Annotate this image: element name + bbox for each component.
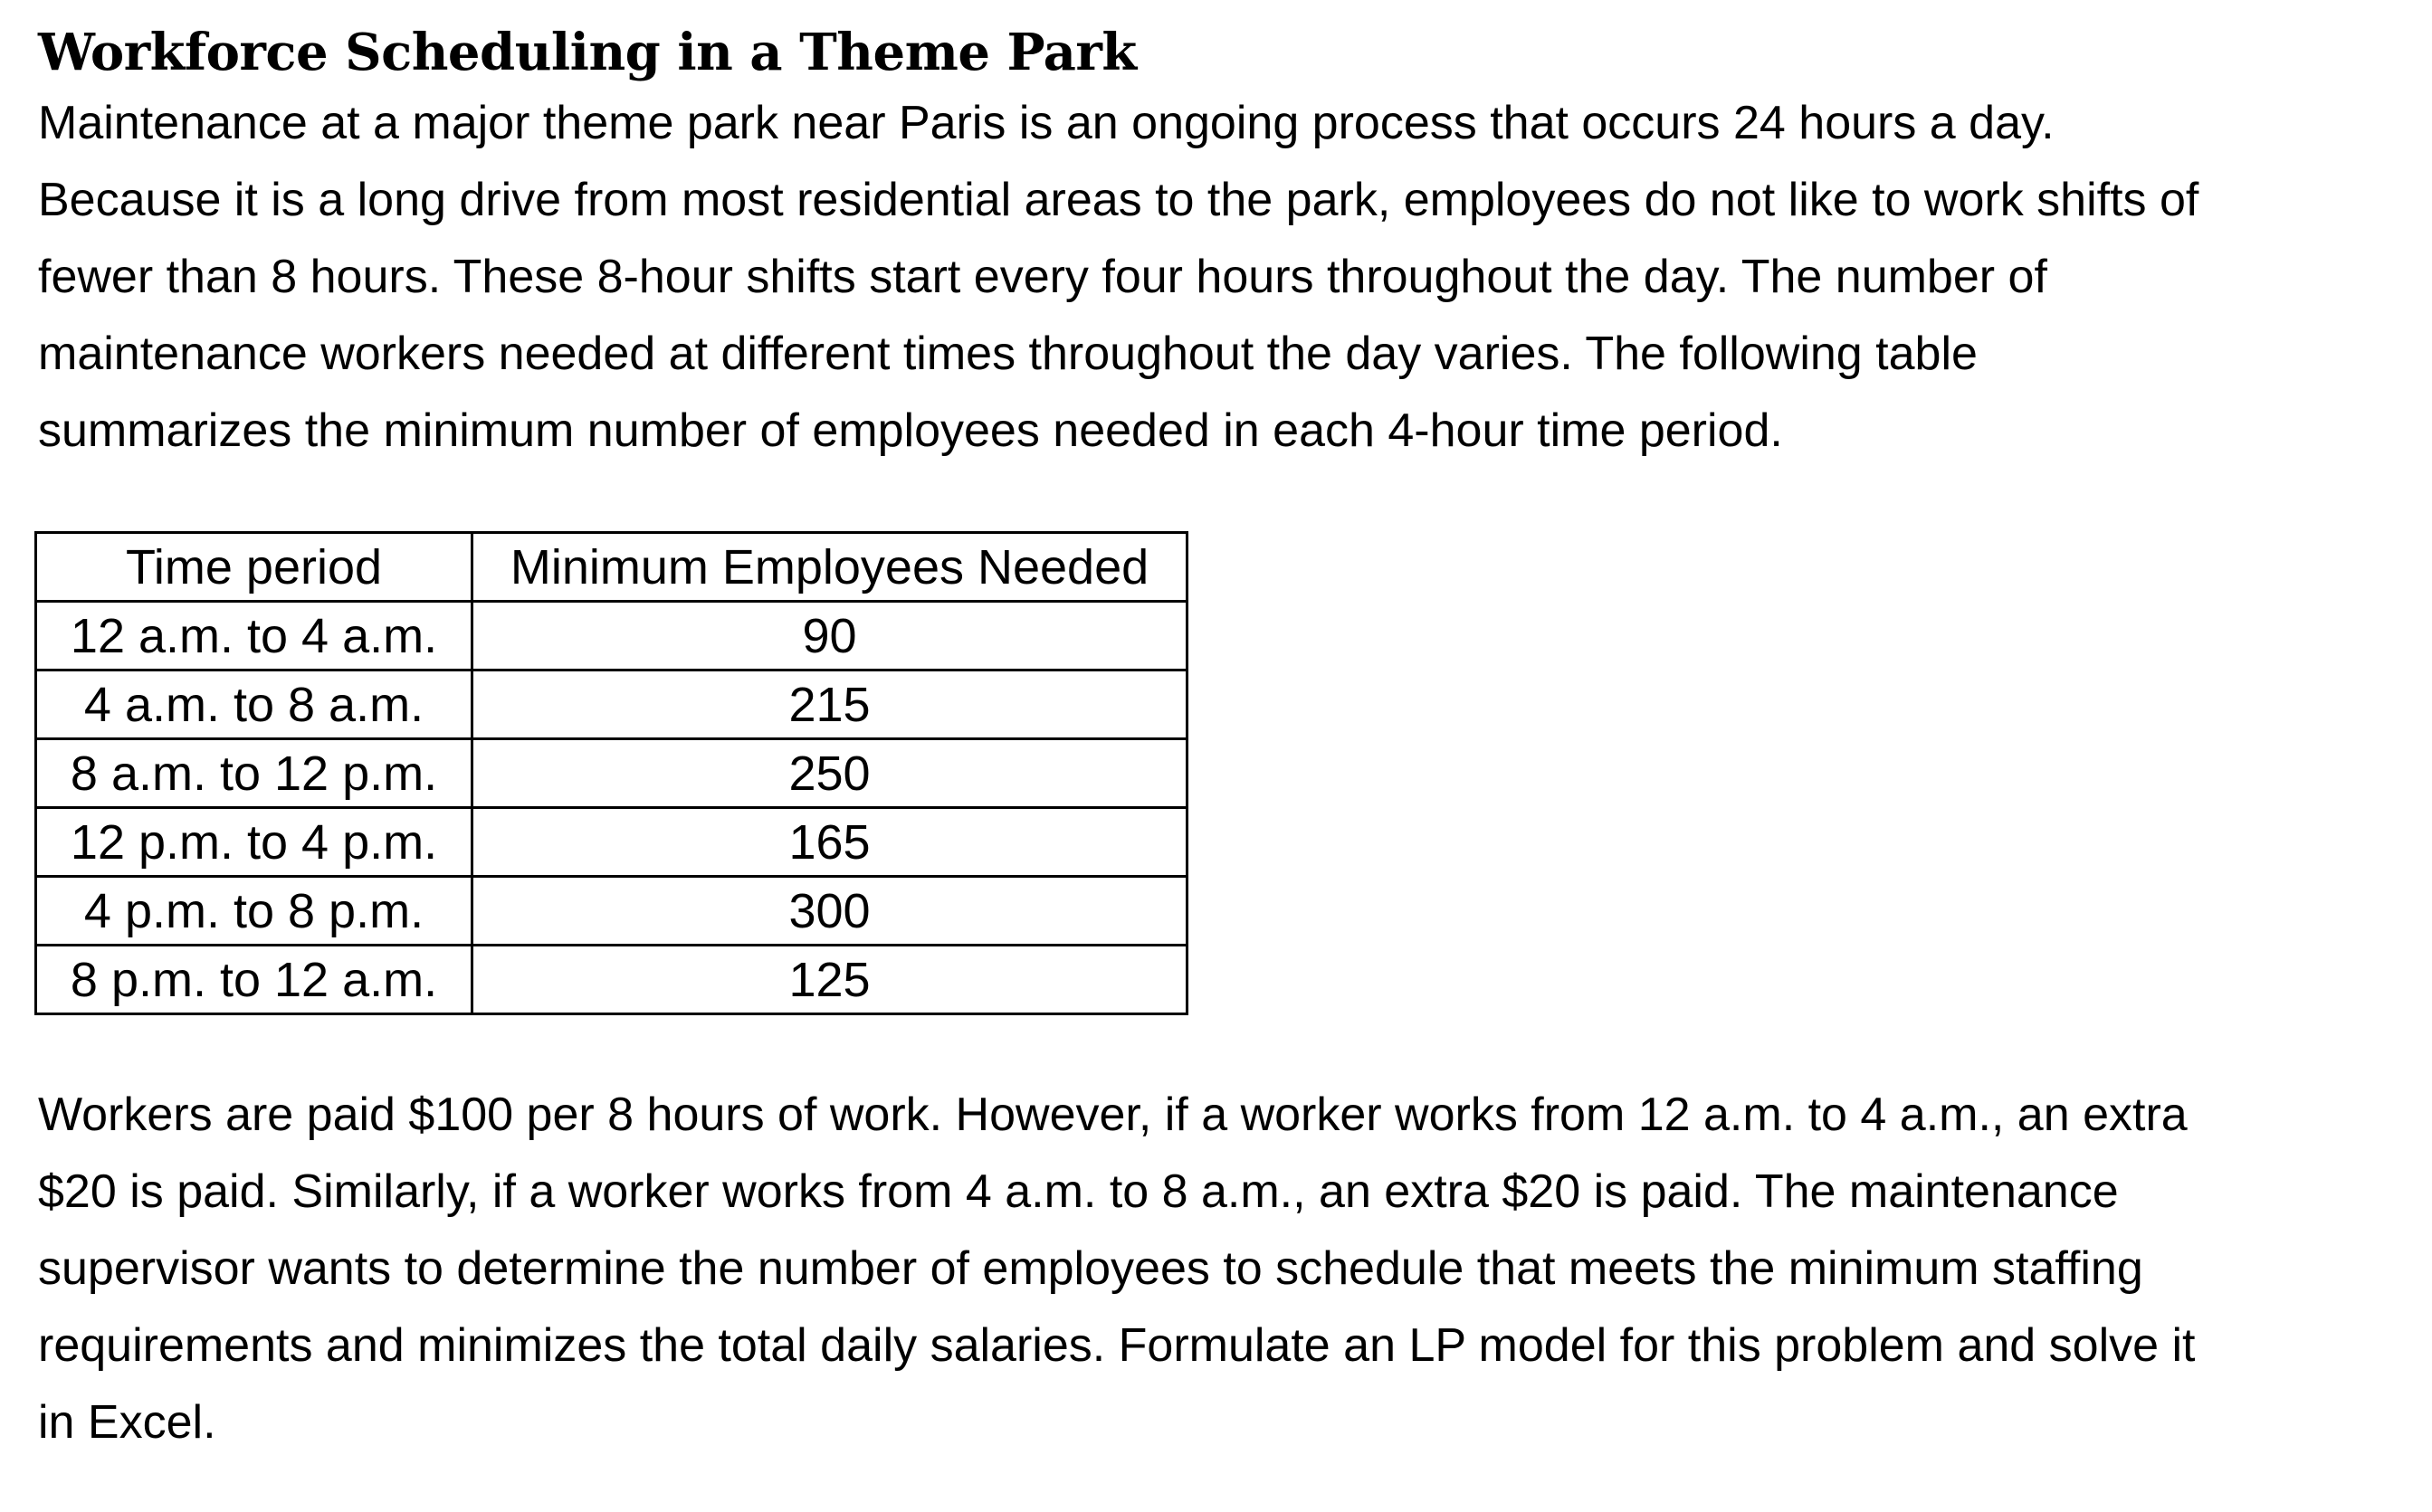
document-title: Workforce Scheduling in a Theme Park xyxy=(38,23,1137,82)
time-period-cell: 12 a.m. to 4 a.m. xyxy=(36,602,472,670)
header-time-period: Time period xyxy=(36,533,472,602)
closing-line: Workers are paid $100 per 8 hours of work. However, if a worker works from 12 a.m. to 4 a.m., an extra xyxy=(38,1089,2188,1141)
min-employees-cell: 250 xyxy=(472,739,1187,808)
min-employees-cell: 125 xyxy=(472,946,1187,1014)
table-row xyxy=(36,670,1187,739)
table-row xyxy=(36,739,1187,808)
min-employees-cell: 215 xyxy=(472,670,1187,739)
intro-line: Maintenance at a major theme park near Paris is an ongoing process that occurs 24 hours a day. xyxy=(38,97,2055,149)
header-minimum-employees: Minimum Employees Needed xyxy=(472,533,1187,602)
table-row xyxy=(36,877,1187,946)
intro-line: maintenance workers needed at different times throughout the day varies. The following table xyxy=(38,328,1978,380)
intro-line: Because it is a long drive from most residential areas to the park, employees do not like to work shifts of xyxy=(38,174,2199,226)
staffing-requirements-table xyxy=(34,531,1188,1015)
table-row xyxy=(36,808,1187,877)
closing-line: requirements and minimizes the total daily salaries. Formulate an LP model for this problem and solve it xyxy=(38,1319,2196,1372)
min-employees-cell: 300 xyxy=(472,877,1187,946)
intro-paragraph xyxy=(38,85,2391,470)
document-page xyxy=(38,20,2391,1461)
time-period-cell: 8 a.m. to 12 p.m. xyxy=(36,739,472,808)
time-period-cell: 4 a.m. to 8 a.m. xyxy=(36,670,472,739)
time-period-cell: 12 p.m. to 4 p.m. xyxy=(36,808,472,877)
min-employees-cell: 90 xyxy=(472,602,1187,670)
time-period-cell: 8 p.m. to 12 a.m. xyxy=(36,946,472,1014)
closing-line: in Excel. xyxy=(38,1396,216,1449)
table-header-row xyxy=(36,533,1187,602)
table-row xyxy=(36,602,1187,670)
staffing-table-container xyxy=(34,531,2391,1015)
min-employees-cell: 165 xyxy=(472,808,1187,877)
closing-line: supervisor wants to determine the number of employees to schedule that meets the minimum staffing xyxy=(38,1242,2143,1295)
closing-line: $20 is paid. Similarly, if a worker works from 4 a.m. to 8 a.m., an extra $20 is paid. The maintenance xyxy=(38,1165,2119,1218)
table-row xyxy=(36,946,1187,1014)
time-period-cell: 4 p.m. to 8 p.m. xyxy=(36,877,472,946)
intro-line: summarizes the minimum number of employees needed in each 4-hour time period. xyxy=(38,404,1783,457)
closing-paragraph xyxy=(38,1077,2391,1461)
intro-line: fewer than 8 hours. These 8-hour shifts start every four hours throughout the day. The number of xyxy=(38,251,2047,303)
